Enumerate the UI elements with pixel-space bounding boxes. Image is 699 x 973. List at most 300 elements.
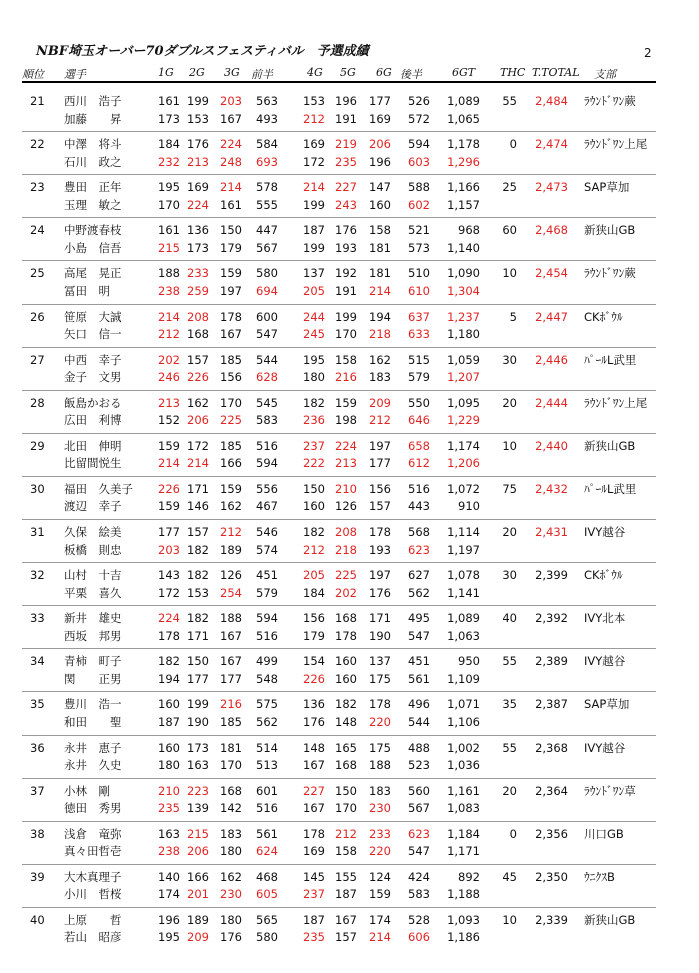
team-separator — [22, 131, 656, 132]
player-row — [0, 454, 699, 474]
column-header-row — [0, 66, 699, 82]
score-cell: 160 — [335, 654, 357, 669]
score-cell: 175 — [369, 740, 391, 755]
score-cell: 166 — [220, 456, 242, 471]
player-name: 渡辺 幸子 — [64, 499, 122, 514]
branch-cell: SAP草加 — [584, 697, 630, 712]
score-cell: 610 — [408, 283, 430, 298]
score-cell: 547 — [408, 628, 430, 643]
score-cell: 152 — [158, 413, 180, 428]
player-name: 矢口 信一 — [64, 327, 122, 341]
score-cell: 153 — [187, 585, 209, 600]
score-cell: 605 — [256, 887, 278, 902]
branch-cell: ﾗｳﾝﾄﾞﾜﾝ蕨 — [584, 94, 636, 108]
score-cell: 562 — [256, 714, 278, 729]
player-name: 冨田 明 — [64, 283, 110, 298]
player-row — [0, 627, 699, 647]
rank-cell: 37 — [30, 783, 45, 798]
score-cell: 171 — [369, 611, 391, 626]
score-cell: 1,072 — [447, 481, 480, 496]
score-cell: 212 — [303, 542, 325, 557]
score-cell: 126 — [220, 568, 242, 583]
player-row — [0, 541, 699, 561]
player-name: 大木真理子 — [64, 869, 122, 884]
header-thc: THC — [500, 66, 526, 79]
score-cell: 602 — [408, 197, 430, 212]
score-cell: 550 — [408, 395, 430, 410]
score-cell: 187 — [335, 887, 357, 902]
score-cell: 197 — [369, 568, 391, 583]
score-cell: 212 — [335, 826, 357, 841]
team-separator — [22, 691, 656, 692]
score-cell: 624 — [256, 844, 278, 859]
score-cell: 627 — [408, 568, 430, 583]
team-separator — [22, 304, 656, 305]
score-cell: 159 — [158, 438, 180, 453]
score-cell: 232 — [158, 154, 180, 169]
team-separator — [22, 907, 656, 908]
score-cell: 161 — [158, 94, 180, 108]
header-first-half: 前半 — [251, 68, 273, 81]
score-cell: 150 — [335, 783, 357, 798]
page-title: NBF埼玉オーバー70ダブルスフェスティバル 予選成績 — [36, 44, 369, 59]
score-cell: 213 — [187, 154, 209, 169]
score-cell: 162 — [220, 499, 242, 514]
score-cell: 188 — [220, 611, 242, 626]
score-cell: 139 — [187, 801, 209, 816]
rank-cell: 27 — [30, 352, 45, 367]
score-cell: 514 — [256, 740, 278, 755]
player-row — [0, 110, 699, 130]
player-name: 西川 浩子 — [64, 94, 122, 108]
total-cell: 2,392 — [535, 611, 568, 626]
score-cell: 177 — [187, 671, 209, 686]
score-cell: 1,095 — [447, 395, 480, 410]
branch-cell: 新狭山GB — [584, 438, 636, 453]
score-cell: 1,063 — [447, 628, 480, 643]
score-cell: 195 — [158, 930, 180, 945]
team-separator — [22, 476, 656, 477]
score-cell: 467 — [256, 499, 278, 514]
score-cell: 210 — [158, 783, 180, 798]
score-cell: 172 — [303, 154, 325, 169]
score-cell: 1,178 — [447, 137, 480, 152]
score-cell: 210 — [335, 481, 357, 496]
score-cell: 1,304 — [447, 283, 480, 298]
score-cell: 578 — [256, 180, 278, 195]
thc-cell: 55 — [502, 654, 517, 669]
score-cell: 160 — [369, 197, 391, 212]
score-cell: 603 — [408, 154, 430, 169]
score-cell: 600 — [256, 309, 278, 324]
score-cell: 182 — [158, 654, 180, 669]
score-cell: 174 — [158, 887, 180, 902]
score-cell: 547 — [408, 844, 430, 859]
player-name: 平栗 喜久 — [64, 585, 122, 600]
total-cell: 2,447 — [535, 309, 568, 324]
score-cell: 583 — [256, 413, 278, 428]
score-cell: 215 — [158, 240, 180, 255]
score-cell: 177 — [369, 94, 391, 108]
score-cell: 159 — [220, 481, 242, 496]
player-name: 加藤 昇 — [64, 111, 122, 126]
score-cell: 205 — [303, 283, 325, 298]
player-row — [0, 842, 699, 862]
score-cell: 184 — [303, 585, 325, 600]
thc-cell: 75 — [502, 481, 517, 496]
score-cell: 516 — [256, 438, 278, 453]
score-cell: 160 — [303, 499, 325, 514]
team-separator — [22, 605, 656, 606]
score-cell: 237 — [303, 438, 325, 453]
total-cell: 2,356 — [535, 826, 568, 841]
score-cell: 218 — [335, 542, 357, 557]
score-cell: 140 — [158, 869, 180, 884]
score-cell: 227 — [303, 783, 325, 798]
player-row — [0, 282, 699, 302]
branch-cell: 新狭山GB — [584, 912, 636, 927]
score-cell: 157 — [335, 930, 357, 945]
score-cell: 202 — [335, 585, 357, 600]
score-cell: 1,089 — [447, 94, 480, 108]
total-cell: 2,350 — [535, 869, 568, 884]
score-cell: 189 — [220, 542, 242, 557]
thc-cell: 30 — [502, 568, 517, 583]
total-cell: 2,454 — [535, 266, 568, 281]
thc-cell: 55 — [502, 94, 517, 108]
player-row — [0, 756, 699, 776]
score-cell: 178 — [303, 826, 325, 841]
score-cell: 199 — [187, 697, 209, 712]
score-cell: 1,188 — [447, 887, 480, 902]
score-cell: 575 — [256, 697, 278, 712]
rank-cell: 24 — [30, 223, 45, 238]
thc-cell: 20 — [502, 783, 517, 798]
score-cell: 212 — [158, 327, 180, 341]
score-cell: 180 — [303, 370, 325, 385]
score-cell: 159 — [369, 887, 391, 902]
score-cell: 580 — [256, 930, 278, 945]
player-row — [0, 928, 699, 948]
score-cell: 206 — [187, 844, 209, 859]
score-cell: 169 — [303, 844, 325, 859]
score-cell: 238 — [158, 283, 180, 298]
score-cell: 162 — [369, 352, 391, 367]
score-cell: 180 — [220, 912, 242, 927]
total-cell: 2,399 — [535, 568, 568, 583]
score-cell: 1,180 — [447, 327, 480, 341]
score-cell: 188 — [158, 266, 180, 281]
score-cell: 572 — [408, 111, 430, 126]
score-cell: 230 — [220, 887, 242, 902]
score-cell: 214 — [369, 283, 391, 298]
score-cell: 238 — [158, 844, 180, 859]
score-cell: 161 — [158, 223, 180, 238]
score-cell: 173 — [158, 111, 180, 126]
score-cell: 171 — [187, 628, 209, 643]
header-g4: 4G — [307, 66, 323, 79]
score-cell: 623 — [408, 542, 430, 557]
score-cell: 172 — [158, 585, 180, 600]
score-cell: 179 — [303, 628, 325, 643]
thc-cell: 45 — [502, 869, 517, 884]
total-cell: 2,484 — [535, 94, 568, 108]
score-cell: 206 — [187, 413, 209, 428]
header-6gt: 6GT — [452, 66, 476, 79]
rank-cell: 38 — [30, 826, 45, 841]
player-name: 永井 恵子 — [64, 740, 122, 755]
player-row — [0, 670, 699, 690]
score-cell: 580 — [256, 266, 278, 281]
total-cell: 2,431 — [535, 525, 568, 539]
branch-cell: ﾗｳﾝﾄﾞﾜﾝ蕨 — [584, 266, 636, 281]
score-cell: 208 — [335, 525, 357, 539]
score-cell: 1,078 — [447, 568, 480, 583]
player-row — [0, 584, 699, 604]
total-cell: 2,339 — [535, 912, 568, 927]
score-cell: 160 — [158, 697, 180, 712]
score-cell: 170 — [335, 801, 357, 816]
rank-cell: 32 — [30, 568, 45, 583]
score-cell: 195 — [158, 180, 180, 195]
team-separator — [22, 390, 656, 391]
score-cell: 1,071 — [447, 697, 480, 712]
header-g3: 3G — [224, 66, 240, 79]
rank-cell: 31 — [30, 525, 45, 539]
score-cell: 213 — [335, 456, 357, 471]
score-cell: 146 — [187, 499, 209, 514]
score-cell: 137 — [303, 266, 325, 281]
score-cell: 182 — [187, 611, 209, 626]
player-row — [0, 239, 699, 259]
score-cell: 646 — [408, 413, 430, 428]
score-cell: 195 — [303, 352, 325, 367]
score-cell: 523 — [408, 758, 430, 772]
score-cell: 633 — [408, 327, 430, 341]
score-cell: 1,109 — [447, 671, 480, 686]
score-cell: 197 — [369, 438, 391, 453]
thc-cell: 20 — [502, 395, 517, 410]
score-cell: 170 — [158, 197, 180, 212]
score-cell: 219 — [335, 137, 357, 152]
score-cell: 163 — [158, 826, 180, 841]
score-cell: 1,106 — [447, 714, 480, 729]
branch-cell: SAP草加 — [584, 180, 630, 195]
score-cell: 142 — [220, 801, 242, 816]
team-separator — [22, 433, 656, 434]
score-cell: 199 — [303, 197, 325, 212]
score-cell: 224 — [187, 197, 209, 212]
score-cell: 185 — [220, 352, 242, 367]
score-cell: 594 — [408, 137, 430, 152]
score-cell: 192 — [335, 266, 357, 281]
score-cell: 544 — [408, 714, 430, 729]
score-cell: 227 — [335, 180, 357, 195]
score-cell: 694 — [256, 283, 278, 298]
score-cell: 225 — [335, 568, 357, 583]
score-cell: 612 — [408, 456, 430, 471]
score-cell: 137 — [369, 654, 391, 669]
score-cell: 175 — [369, 671, 391, 686]
score-cell: 546 — [256, 525, 278, 539]
score-cell: 606 — [408, 930, 430, 945]
header-g1: 1G — [158, 66, 174, 79]
score-cell: 547 — [256, 327, 278, 341]
total-cell: 2,432 — [535, 481, 568, 496]
score-cell: 167 — [220, 628, 242, 643]
score-cell: 158 — [335, 352, 357, 367]
score-cell: 185 — [220, 714, 242, 729]
score-cell: 168 — [335, 758, 357, 772]
score-cell: 165 — [335, 740, 357, 755]
score-cell: 174 — [369, 912, 391, 927]
score-cell: 181 — [369, 266, 391, 281]
score-cell: 182 — [187, 542, 209, 557]
score-cell: 153 — [303, 94, 325, 108]
score-cell: 244 — [303, 309, 325, 324]
score-cell: 197 — [220, 283, 242, 298]
total-cell: 2,440 — [535, 438, 568, 453]
score-cell: 209 — [369, 395, 391, 410]
score-cell: 910 — [458, 499, 480, 514]
score-cell: 199 — [335, 309, 357, 324]
score-cell: 236 — [303, 413, 325, 428]
score-cell: 194 — [369, 309, 391, 324]
score-cell: 167 — [303, 801, 325, 816]
score-cell: 171 — [187, 481, 209, 496]
player-name: 小島 信吾 — [64, 240, 122, 255]
thc-cell: 35 — [502, 697, 517, 712]
player-name: 玉理 敏之 — [64, 197, 122, 212]
score-cell: 168 — [335, 611, 357, 626]
thc-cell: 20 — [502, 525, 517, 539]
score-cell: 181 — [220, 740, 242, 755]
score-cell: 568 — [408, 525, 430, 539]
page-number: 2 — [644, 46, 652, 60]
rank-cell: 39 — [30, 869, 45, 884]
score-cell: 544 — [256, 352, 278, 367]
score-cell: 451 — [256, 568, 278, 583]
score-cell: 178 — [158, 628, 180, 643]
player-name: 真々田哲壱 — [64, 844, 122, 859]
score-cell: 159 — [335, 395, 357, 410]
player-row — [0, 153, 699, 173]
rank-cell: 34 — [30, 654, 45, 669]
header-divider — [22, 81, 656, 83]
score-cell: 185 — [220, 438, 242, 453]
score-cell: 588 — [408, 180, 430, 195]
score-cell: 216 — [335, 370, 357, 385]
score-cell: 147 — [369, 180, 391, 195]
player-row — [0, 196, 699, 216]
score-cell: 190 — [369, 628, 391, 643]
score-cell: 1,197 — [447, 542, 480, 557]
score-cell: 216 — [220, 697, 242, 712]
rank-cell: 40 — [30, 912, 45, 927]
score-cell: 254 — [220, 585, 242, 600]
score-cell: 693 — [256, 154, 278, 169]
score-cell: 187 — [158, 714, 180, 729]
score-cell: 196 — [369, 154, 391, 169]
player-name: 北田 伸明 — [64, 438, 122, 453]
score-cell: 424 — [408, 869, 430, 884]
score-cell: 212 — [369, 413, 391, 428]
score-cell: 158 — [369, 223, 391, 238]
thc-cell: 55 — [502, 740, 517, 755]
branch-cell: 新狭山GB — [584, 223, 636, 238]
score-cell: 220 — [369, 714, 391, 729]
score-cell: 169 — [187, 180, 209, 195]
player-name: 中野渡春枝 — [64, 223, 122, 238]
thc-cell: 0 — [509, 137, 517, 152]
score-cell: 148 — [303, 740, 325, 755]
score-cell: 560 — [408, 783, 430, 798]
score-cell: 233 — [187, 266, 209, 281]
rank-cell: 33 — [30, 611, 45, 626]
score-cell: 516 — [256, 628, 278, 643]
score-cell: 203 — [158, 542, 180, 557]
rank-cell: 22 — [30, 137, 45, 152]
score-cell: 126 — [335, 499, 357, 514]
score-cell: 157 — [187, 352, 209, 367]
branch-cell: 川口GB — [584, 826, 624, 841]
branch-cell: ﾊﾟｰﾙL武里 — [584, 352, 637, 367]
score-cell: 516 — [256, 801, 278, 816]
score-cell: 184 — [158, 137, 180, 152]
score-cell: 199 — [187, 94, 209, 108]
score-cell: 443 — [408, 499, 430, 514]
score-cell: 212 — [220, 525, 242, 539]
score-cell: 235 — [335, 154, 357, 169]
score-cell: 1,237 — [447, 309, 480, 324]
score-cell: 167 — [303, 758, 325, 772]
score-cell: 1,089 — [447, 611, 480, 626]
score-cell: 181 — [369, 240, 391, 255]
score-cell: 516 — [408, 481, 430, 496]
player-name: 浅倉 竜弥 — [64, 826, 122, 841]
score-cell: 214 — [158, 309, 180, 324]
team-separator — [22, 217, 656, 218]
player-name: 西坂 邦男 — [64, 628, 122, 643]
score-cell: 157 — [369, 499, 391, 514]
thc-cell: 30 — [502, 352, 517, 367]
rank-cell: 36 — [30, 740, 45, 755]
player-name: 比留間悦生 — [64, 456, 122, 471]
score-cell: 176 — [335, 223, 357, 238]
team-separator — [22, 347, 656, 348]
score-cell: 177 — [220, 671, 242, 686]
score-cell: 199 — [303, 240, 325, 255]
rank-cell: 26 — [30, 309, 45, 324]
total-cell: 2,446 — [535, 352, 568, 367]
score-cell: 196 — [158, 912, 180, 927]
score-cell: 209 — [187, 930, 209, 945]
team-separator — [22, 821, 656, 822]
score-cell: 183 — [220, 826, 242, 841]
score-cell: 226 — [187, 370, 209, 385]
score-cell: 892 — [458, 869, 480, 884]
score-cell: 245 — [303, 327, 325, 341]
thc-cell: 5 — [509, 309, 517, 324]
header-branch: 支部 — [594, 68, 616, 81]
score-cell: 214 — [220, 180, 242, 195]
score-cell: 161 — [220, 197, 242, 212]
score-cell: 183 — [369, 783, 391, 798]
score-cell: 201 — [187, 887, 209, 902]
thc-cell: 40 — [502, 611, 517, 626]
player-name: 高尾 晃正 — [64, 266, 122, 281]
rank-cell: 28 — [30, 395, 45, 410]
